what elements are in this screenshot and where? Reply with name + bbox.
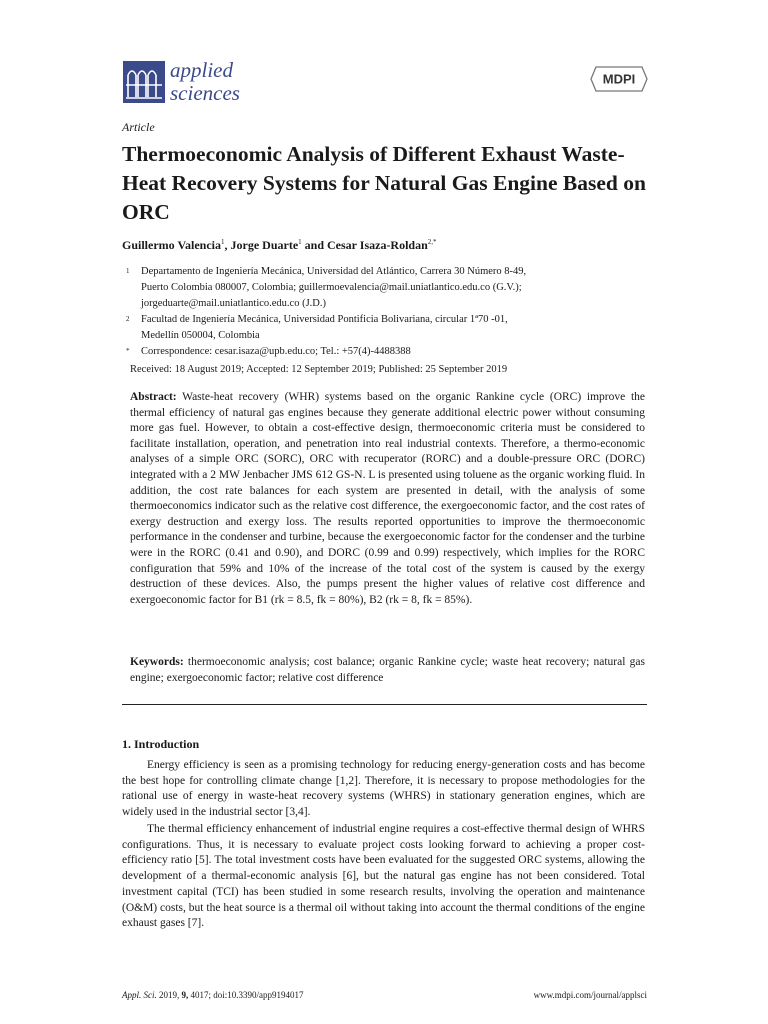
paper-title: Thermoeconomic Analysis of Different Exhaust Waste-Heat Recovery Systems for Natural Gas Engine Based on ORC <box>122 142 646 224</box>
affiliation-mark: 1 <box>126 267 130 275</box>
author-name: Guillermo Valencia <box>122 238 221 252</box>
author-affiliation-mark: 2,* <box>427 238 437 246</box>
body-paragraph: The thermal efficiency enhancement of industrial engine requires a cost-effective thermal design of WHRS configurations. Thus, it is necessary to evaluate project costs looking forward to achieving a proper cost-efficiency ratio [5]. The total investment costs have been evaluated for the suggested ORC systems, allowing the development of a thermal-economic analysis [6], but the natural gas engine has not been considered. Total investment capital (TCI) has been studied in some research results, involving the operation and maintenance (O&M) costs, but the heat source is a thermal oil without taking into account the thermal conditions of the engine exhaust gases [7]. <box>122 823 645 930</box>
section-heading: 1. Introduction <box>122 737 200 751</box>
affiliations <box>126 264 666 360</box>
affiliation-mark: * <box>126 347 130 355</box>
affiliation-mark: 2 <box>126 315 130 323</box>
author-name: Jorge Duarte <box>230 238 299 252</box>
keywords-label: Keywords: <box>130 656 184 668</box>
article-type: Article <box>122 120 155 134</box>
author-list: Guillermo Valencia$^1$, Jorge Duarte$^1$ and Cesar Isaza-Roldan$^{2,*}$ <box>122 238 437 252</box>
author-affiliation-mark: 1 <box>221 238 225 246</box>
keywords-text: thermoeconomic analysis; cost balance; organic Rankine cycle; waste heat recovery; natural gas engine; exergoeconomic factor; relative cost difference <box>130 656 646 684</box>
publication-dates: Received: 18 August 2019; Accepted: 12 September 2019; Published: 25 September 2019 <box>130 364 508 375</box>
abstract <box>130 390 645 608</box>
abstract-text: Waste-heat recovery (WHR) systems based on the organic Rankine cycle (ORC) improve the thermal efficiency of natural gas engines because they generate additional electric power without consuming more gas fuel. However, to obtain a cost-effective design, thermoeconomic criteria must be considered to facilitate installation, operation, and penetration into real industrial contexts. Therefore, a thermo-economic analyses of a simple ORC (SORC), ORC with recuperator (RORC) and a double-pressure ORC (DORC) integrated with a 2 MW Jenbacher JMS 612 GS-N. L is presented using toluene as the organic working fluid. In addition, the cost rate balances for each system are presented in detail, with the analysis of some thermoeconomics indicator such as the relative cost difference, the exergoeconomic factor, and the cost rates of exergy destruction and exergy loss. The results reported opportunities to improve the thermoeconomic performance in the condenser and turbine, because the exergoeconomic factor for the condenser and the turbine were in the RORC (0.41 and 0.90), and DORC (0.99 and 0.99) respectively, which implies for the RORC configuration that 59% and 10% of the increase of the total cost of the system is caused by the exergy destruction of these devices. Also, the pumps present the higher values of relative cost difference and exergoeconomic factor for B1 (rk = 8.5, fk = 80%), B2 (rk = 8, fk = 85%). <box>130 391 645 606</box>
abstract-label: Abstract: <box>130 391 177 403</box>
correspondence-item: * Correspondence: cesar.isaza@upb.edu.co; Tel.: +57(4)-4488388 <box>126 344 666 360</box>
mdpi-logo-text: MDPI <box>602 71 636 87</box>
keywords <box>130 655 645 686</box>
journal-logo-icon <box>123 61 165 103</box>
body-paragraph: Energy efficiency is seen as a promising technology for reducing energy-generation costs and has become the best hope for controlling climate change [1,2]. Therefore, it is necessary to propose methodologies for the rational use of energy in waste-heat recovery systems (WHRS) in stationary generation engines, which are widely used in the industrial sector [3,4]. <box>122 759 645 819</box>
affiliation-item: 2 Facultad de Ingeniería Mecánica, Universidad Pontificia Bolivariana, circular 1ª70 -01, Medellín 050004, Colombia <box>126 312 666 344</box>
footer-citation: Appl. Sci. 2019, 9, 4017; doi:10.3390/app9194017 <box>122 990 304 1000</box>
author-name: Cesar Isaza-Roldan <box>327 238 428 252</box>
footer-url[interactable]: www.mdpi.com/journal/applsci <box>533 990 647 1000</box>
author-affiliation-mark: 1 <box>298 238 302 246</box>
section-divider <box>122 704 647 705</box>
mdpi-logo-icon <box>590 66 648 92</box>
journal-name: applied sciences <box>170 58 240 105</box>
affiliation-item: 1 Departamento de Ingeniería Mecánica, Universidad del Atlántico, Carrera 30 Número 8-49, Puerto Colombia 080007, Colombia; guillermoevalencia@mail.uniatlantico.edu.co (G.V.); jorgeduarte@mail.uniatlantico.edu.co (J.D.) <box>126 264 666 312</box>
